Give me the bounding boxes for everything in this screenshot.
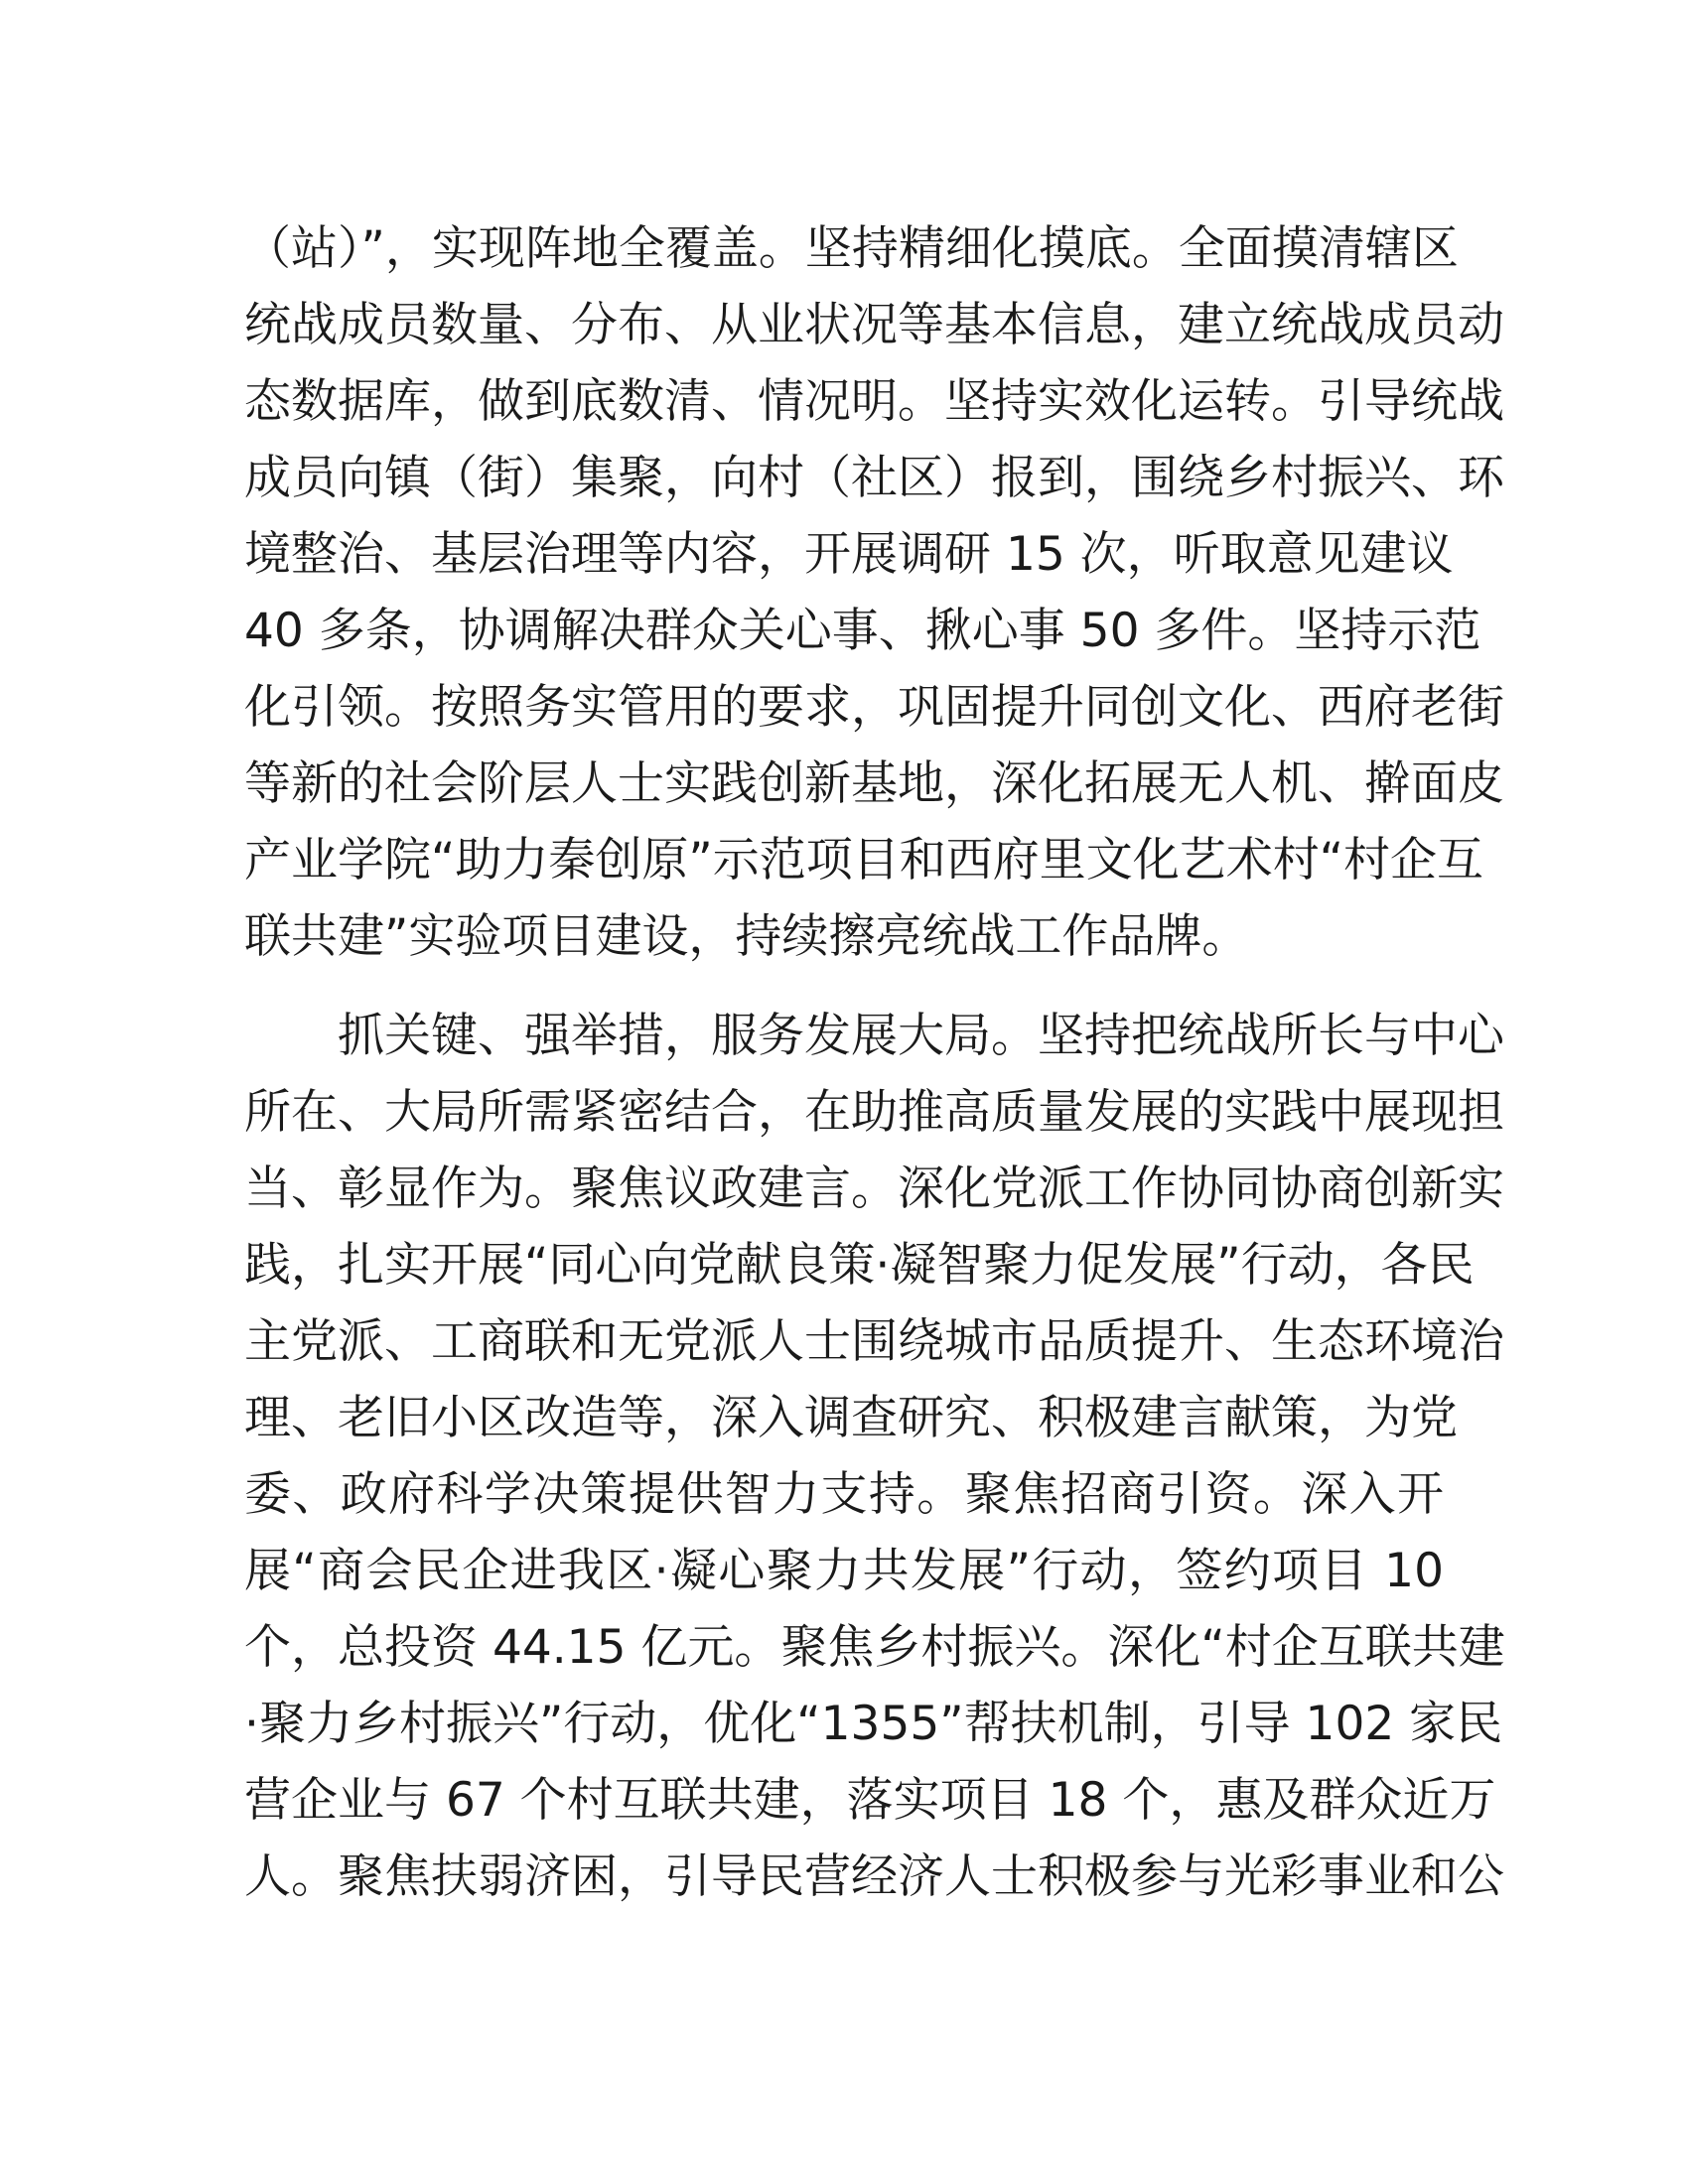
text-line: 统战成员数量、分布、从业状况等基本信息，建立统战成员动 [244, 298, 1504, 352]
text-line: （站）”，实现阵地全覆盖。坚持精细化摸底。全面摸清辖区 [244, 221, 1459, 276]
text-line: 所在、大局所需紧密结合，在助推高质量发展的实践中展现担 [244, 1085, 1504, 1140]
text-line: 40 多条，协调解决群众关心事、揪心事 50 多件。坚持示范 [244, 604, 1481, 658]
text-line: 境整治、基层治理等内容，开展调研 15 次，听取意见建议 [244, 527, 1454, 582]
text-line: 化引领。按照务实管用的要求，巩固提升同创文化、西府老街 [244, 680, 1504, 735]
text-line: 营企业与 67 个村互联共建，落实项目 18 个，惠及群众近万 [244, 1773, 1496, 1828]
text-line: 当、彰显作为。聚焦议政建言。深化党派工作协同协商创新实 [244, 1161, 1504, 1216]
text-line: 践，扎实开展“同心向党献良策·凝智聚力促发展”行动，各民 [244, 1238, 1475, 1293]
text-line: 个，总投资 44.15 亿元。聚焦乡村振兴。深化“村企互联共建 [244, 1620, 1505, 1675]
text-line: 人。聚焦扶弱济困，引导民营经济人士积极参与光彩事业和公 [244, 1849, 1504, 1904]
text-line: 理、老旧小区改造等，深入调查研究、积极建言献策，为党 [244, 1391, 1458, 1445]
text-line: 联共建”实验项目建设，持续擦亮统战工作品牌。 [244, 909, 1249, 964]
text-line: 产业学院“助力秦创原”示范项目和西府里文化艺术村“村企互 [244, 833, 1484, 887]
text-line: 抓关键、强举措，服务发展大局。坚持把统战所长与中心 [338, 1009, 1504, 1063]
text-line: ·聚力乡村振兴”行动，优化“1355”帮扶机制，引导 102 家民 [244, 1697, 1503, 1751]
text-line: 委、政府科学决策提供智力支持。聚焦招商引资。深入开 [244, 1467, 1444, 1522]
paragraph-1 [244, 210, 1504, 975]
paragraph-2 [244, 998, 1505, 1915]
text-line: 成员向镇（街）集聚，向村（社区）报到，围绕乡村振兴、环 [244, 451, 1504, 505]
text-line: 展“商会民企进我区·凝心聚力共发展”行动，签约项目 10 [244, 1544, 1444, 1598]
text-line: 等新的社会阶层人士实践创新基地，深化拓展无人机、擀面皮 [244, 756, 1504, 811]
text-line: 态数据库，做到底数清、情况明。坚持实效化运转。引导统战 [244, 374, 1504, 429]
text-line: 主党派、工商联和无党派人士围绕城市品质提升、生态环境治 [244, 1314, 1504, 1369]
